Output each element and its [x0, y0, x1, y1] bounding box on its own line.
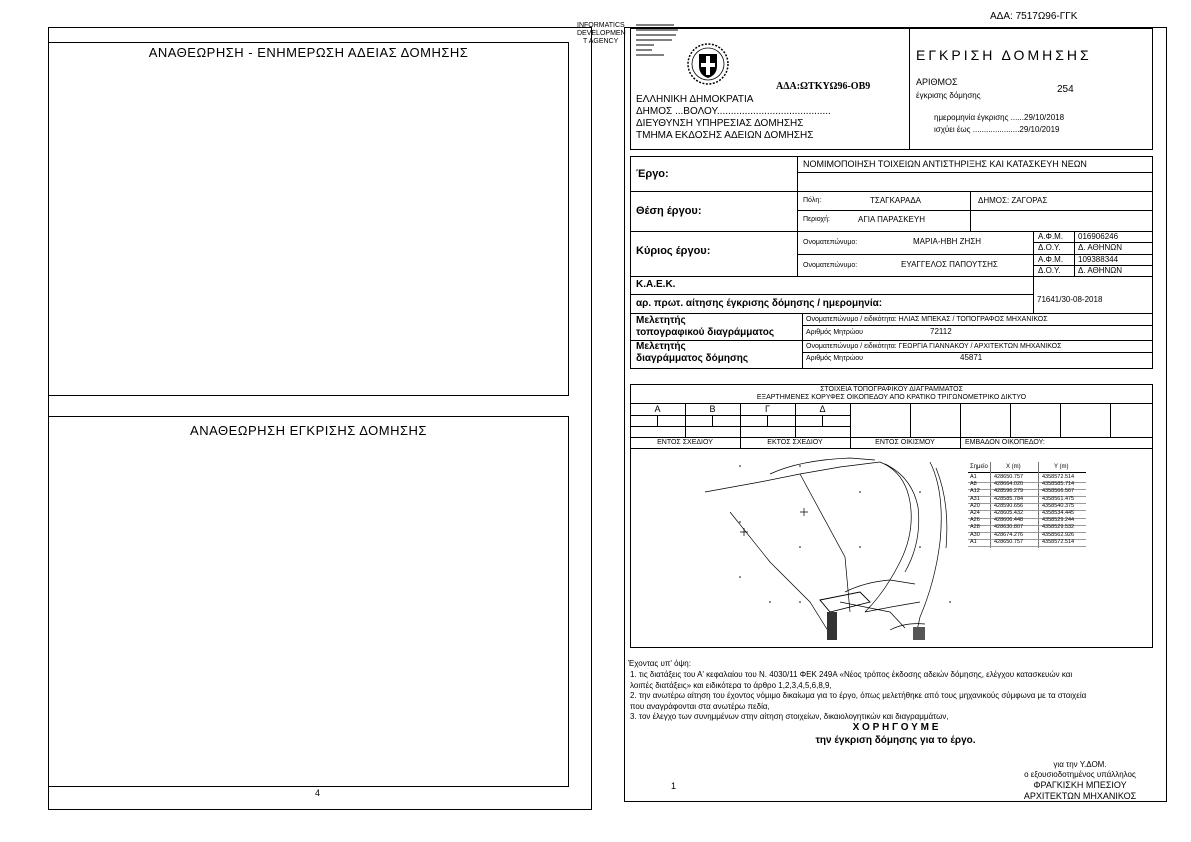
ektos-sxediou: ΕΚΤΟΣ ΣΧΕΔΙΟΥ: [767, 439, 823, 446]
directorate: ΔΙΕΥΘΥΝΣΗ ΥΠΗΡΕΣΙΑΣ ΔΟΜΗΣΗΣ: [636, 118, 804, 129]
topo-title-2: ΕΞΑΡΤΗΜΕΝΕΣ ΚΟΡΥΦΕΣ ΟΙΚΟΠΕΔΟΥ ΑΠΟ ΚΡΑΤΙΚΟ ΤΡΙΓΩΝΟΜΕΤΡΙΚΟ ΔΙΚΤΥΟ: [756, 394, 1027, 401]
emvadon: ΕΜΒΑΔΟΝ ΟΙΚΟΠΕΔΟΥ:: [965, 439, 1045, 446]
coords-head-y: Y (m): [1054, 464, 1069, 470]
greek-emblem-icon: [686, 42, 730, 86]
coord-cell: Α31: [970, 495, 980, 502]
protocol-label: αρ. πρωτ. αίτησης έγκρισης δόμησης / ημερομηνία:: [636, 298, 883, 309]
note-1b: λοιπές διατάξεις» και ειδικότερα το άρθρο 1,2,3,4,5,6,8,9,: [630, 681, 832, 690]
coord-cell: 428606.448: [994, 517, 1024, 524]
topo-title-1: ΣΤΟΙΧΕΙΑ ΤΟΠΟΓΡΑΦΙΚΟΥ ΔΙΑΓΡΑΜΜΑΤΟΣ: [820, 386, 963, 393]
note-3: 3. τον έλεγχο των συνημμένων στην αίτηση στοιχείων, δικαιολογητικών και διαγραμμάτων,: [630, 712, 949, 721]
build-label-1: Μελετητής: [636, 341, 686, 352]
approve-heading: Χ Ο Ρ Η Γ Ο Υ Μ Ε: [852, 722, 939, 733]
ergo-value: ΝΟΜΙΜΟΠΟΙΗΣΗ ΤΟΙΧΕΙΩΝ ΑΝΤΙΣΤΗΡΙΞΗΣ ΚΑΙ ΚΑΤΑΣΚΕΥΗ ΝΕΩΝ: [803, 159, 1087, 169]
note-2: 2. την ανωτέρω αίτηση του έχοντος νόμιμο δικαίωμα για το έργο, όπως μελετήθηκε από τους μηχανικούς σύμφωνα με τα στοιχεία: [630, 691, 1087, 700]
dimos-value: ΔΗΜΟΣ: ΖΑΓΟΡΑΣ: [978, 196, 1048, 205]
build-registry-label: Αριθμός Μητρώου: [806, 355, 864, 362]
approve-sub: την έγκριση δόμησης για το έργο.: [815, 735, 976, 746]
survey-label-1: Μελετητής: [636, 315, 686, 326]
coord-cell: Α1: [970, 538, 977, 545]
coord-cell: 4358585.714: [1042, 481, 1075, 488]
signature-line1: για την Υ.ΔΟΜ.: [1053, 760, 1107, 769]
survey-registry-label: Αριθμός Μητρώου: [806, 329, 864, 336]
owner1-name-label: Ονοματεπώνυμο:: [803, 239, 858, 246]
coord-cell: 4358562.926: [1042, 531, 1075, 538]
protocol-value: 71641/30-08-2018: [1037, 295, 1103, 304]
afm1-value: 016906246: [1078, 232, 1119, 241]
survey-label-2: τοπογραφικού διαγράμματος: [636, 327, 775, 338]
coord-cell: 428585.784: [994, 495, 1024, 502]
coord-cell: Α20: [970, 502, 980, 509]
topo-col-a: Α: [654, 404, 661, 414]
coord-cell: Α8: [970, 481, 977, 488]
coordinates-table: [968, 462, 1086, 548]
revision-update-box: [48, 42, 569, 396]
number-sub: έγκρισης δόμησης: [916, 91, 981, 100]
stamp-line1: INFORMATICS: [577, 22, 625, 29]
note-1: 1. τις διατάξεις του Α' κεφαλαίου του Ν. 4030/11 ΦΕΚ 249Α «Νέος τρόπος έκδοσης αδειών δόμησης, ελέγχου κατασκευών και: [630, 670, 1073, 679]
build-registry: 45871: [960, 353, 983, 362]
coord-cell: 4358534.445: [1042, 510, 1075, 516]
doy1-label: Δ.Ο.Υ.: [1038, 243, 1061, 252]
perioxi-label: Περιοχή:: [803, 216, 830, 223]
coord-row-divider: [968, 546, 1086, 547]
owner1-name: ΜΑΡΙΑ-ΗΒΗ ΖΗΣΗ: [913, 237, 982, 246]
coord-cell: Α24: [970, 510, 980, 516]
department: ΤΜΗΜΑ ΕΚΔΟΣΗΣ ΑΔΕΙΩΝ ΔΟΜΗΣΗΣ: [636, 130, 814, 141]
afm2-value: 109388344: [1078, 255, 1119, 264]
valid-until: ισχύει έως .....................29/10/2019: [934, 125, 1060, 134]
coord-cell: 428590.656: [994, 502, 1024, 509]
coords-head-x: X (m): [1006, 464, 1021, 470]
doy2-label: Δ.Ο.Υ.: [1038, 266, 1061, 275]
poli-value: ΤΣΑΓΚΑΡΑΔΑ: [870, 196, 922, 205]
doy2-value: Δ. ΑΘΗΝΩΝ: [1078, 266, 1123, 275]
coord-cell: 4358561.475: [1042, 495, 1075, 502]
coord-cell: 428630.807: [994, 524, 1024, 531]
signature-line3: ΦΡΑΓΚΙΣΚΗ ΜΠΕΣΙΟΥ: [1033, 780, 1127, 790]
topo-col-d: Δ: [819, 404, 826, 414]
coord-cell: Α30: [970, 531, 980, 538]
kaek-label: Κ.Α.Ε.Κ.: [636, 279, 676, 290]
coord-cell: Α28: [970, 524, 980, 531]
coord-cell: 4358572.514: [1042, 474, 1075, 480]
coord-cell: 4358566.567: [1042, 488, 1075, 495]
republic: ΕΛΛΗΝΙΚΗ ΔΗΜΟΚΡΑΤΙΑ: [636, 94, 754, 105]
right-page-number: 1: [671, 781, 677, 791]
coord-cell: 428650.757: [994, 474, 1024, 480]
owner2-name-label: Ονοματεπώνυμο:: [803, 262, 858, 269]
coord-cell: 428596.279: [994, 488, 1024, 495]
ergo-label: Έργο:: [636, 168, 669, 180]
signature-line4: ΑΡΧΙΤΕΚΤΩΝ ΜΗΧΑΝΙΚΟΣ: [1023, 791, 1137, 801]
coord-cell: 4358529.532: [1042, 524, 1075, 531]
revision-approval-box: [48, 416, 569, 787]
topo-col-c: Γ: [765, 404, 770, 414]
document-title: ΕΓΚΡΙΣΗ ΔΟΜΗΣΗΣ: [916, 47, 1092, 63]
note-2b: που αναγράφονται στα ανωτέρω πεδία,: [630, 702, 770, 711]
afm1-label: Α.Φ.Μ.: [1038, 232, 1064, 241]
owner2-name: ΕΥΑΓΓΕΛΟΣ ΠΑΠΟΥΤΣΗΣ: [901, 260, 998, 269]
poli-label: Πόλη:: [803, 197, 822, 204]
left-page-number: 4: [315, 788, 321, 798]
notes-intro: Έχοντας υπ' όψη:: [628, 659, 691, 668]
coord-cell: 4358529.244: [1042, 517, 1075, 524]
coord-cell: 428674.276: [994, 531, 1024, 538]
entos-oikismou: ΕΝΤΟΣ ΟΙΚΙΣΜΟΥ: [875, 439, 935, 446]
afm2-label: Α.Φ.Μ.: [1038, 255, 1064, 264]
survey-registry: 72112: [930, 327, 952, 336]
coords-head-point: Σημείο: [970, 464, 988, 470]
stamp-line3: T AGENCY: [583, 38, 619, 45]
signature-line2: ο εξουσιοδοτημένος υπάλληλος: [1024, 770, 1136, 779]
number-label: ΑΡΙΘΜΟΣ: [916, 77, 958, 87]
entos-sxediou: ΕΝΤΟΣ ΣΧΕΔΙΟΥ: [657, 439, 713, 446]
site-map-drawing: [700, 452, 965, 644]
owner-label: Κύριος έργου:: [636, 245, 711, 257]
approval-number: 254: [1057, 84, 1074, 95]
build-name: Ονοματεπώνυμο / ειδικότητα: ΓΕΩΡΓΙΑ ΓΙΑΝΝΑΚΟΥ / ΑΡΧΙΤΕΚΤΩΝ ΜΗΧΑΝΙΚΟΣ: [806, 343, 1062, 350]
revision-approval-title: ΑΝΑΘΕΩΡΗΣΗ ΕΓΚΡΙΣΗΣ ΔΟΜΗΣΗΣ: [190, 423, 427, 438]
stamp-line2: DEVELOPMEN: [577, 30, 626, 37]
doy1-value: Δ. ΑΘΗΝΩΝ: [1078, 243, 1123, 252]
coord-cell: 428650.757: [994, 538, 1024, 545]
coord-cell: 428605.432: [994, 510, 1024, 516]
coord-cell: Α1: [970, 474, 977, 480]
build-label-2: διαγράμματος δόμησης: [636, 353, 749, 364]
coord-cell: Α26: [970, 517, 980, 524]
perioxi-value: ΑΓΙΑ ΠΑΡΑΣΚΕΥΗ: [858, 215, 926, 224]
thesi-label: Θέση έργου:: [636, 205, 702, 217]
top-ada: ΑΔΑ: 7517Ω96-ΓΓΚ: [990, 11, 1078, 22]
coord-cell: 4358572.514: [1042, 538, 1075, 545]
coord-cell: 428664.020: [994, 481, 1024, 488]
issue-date: ημερομηνία έγκρισης ......29/10/2018: [934, 113, 1065, 122]
coord-cell: 4358540.375: [1042, 502, 1075, 509]
survey-name: Ονοματεπώνυμο / ειδικότητα: ΗΛΙΑΣ ΜΠΕΚΑΣ / ΤΟΠΟΓΡΑΦΟΣ ΜΗΧΑΝΙΚΟΣ: [806, 316, 1048, 323]
header-ada: ΑΔΑ:ΩΤΚΥΩ96-ΟΒ9: [776, 81, 871, 92]
coord-cell: Α12: [970, 488, 980, 495]
revision-update-title: ΑΝΑΘΕΩΡΗΣΗ - ΕΝΗΜΕΡΩΣΗ ΑΔΕΙΑΣ ΔΟΜΗΣΗΣ: [148, 45, 469, 60]
municipality: ΔΗΜΟΣ ...ΒΟΛΟΥ.........................................: [636, 106, 831, 117]
topo-col-b: Β: [709, 404, 716, 414]
